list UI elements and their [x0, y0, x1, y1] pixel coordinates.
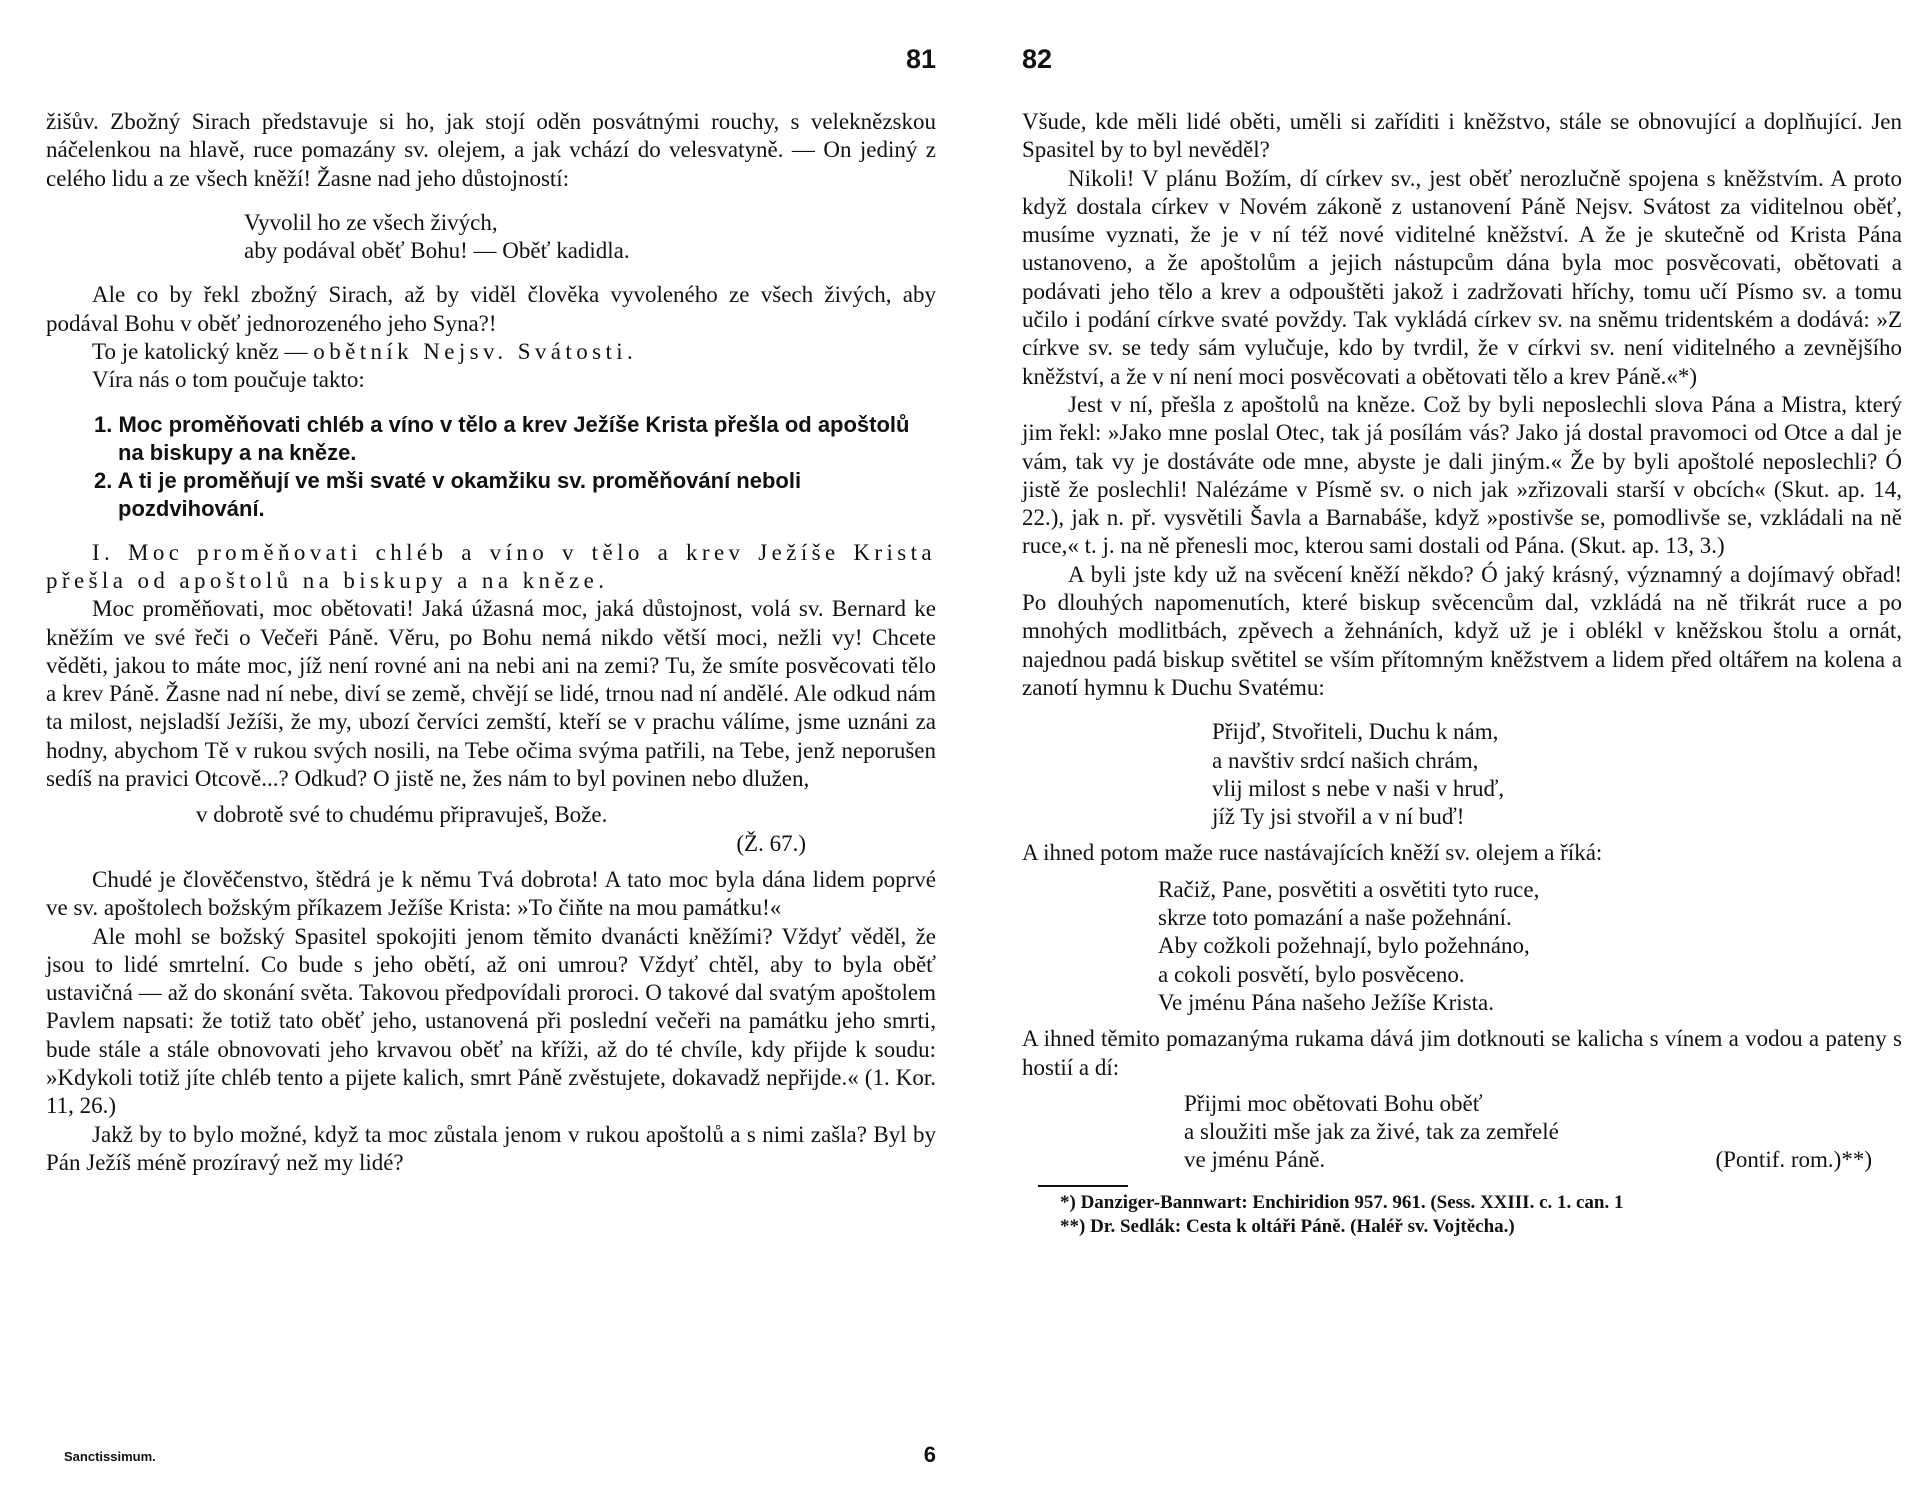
- verse-line: vlij milost s nebe v naši v hruď,: [1212, 775, 1505, 801]
- doctrine-list: [46, 411, 936, 523]
- left-page: [46, 0, 936, 1500]
- verse-line: Vyvolil ho ze všech živých,: [244, 209, 498, 235]
- paragraph: Nikoli! V plánu Božím, dí církev sv., jest oběť nerozlučně spojena s kněžstvím. A proto když dostala církev v Novém zákoně z ustanovení Páně Nejsv. Svátost za viditelnou oběť, musíme vyznati, že je v ní též nové viditelné kněžství. A že je skutečně od Krista Pána ustanoveno, a že apoštolům a jejich nástupcům dána byla moc posvěcovati, obětovati a podávati jeho tělo a krev a odpouštěti jakož i zadržovati hříchy, tomu učí Písmo sv. a tomu učilo i podání církve svaté povždy. Tak vykládá církev sv. na sněmu tridentském a dodává: »Z církve sv. se tedy sám vylučuje, kdo by tvrdil, že v církvi sv. není viditelného a zevnějšího kněžství, a že v ní není moci posvěcovati a obětovati tělo a krev Páně.«*): [1022, 165, 1902, 389]
- verse-line: [1184, 1146, 1902, 1174]
- paragraph: A ihned potom maže ruce nastávajících kněží sv. olejem a říká:: [1022, 840, 1603, 866]
- footnote: *) Danziger-Bannwart: Enchiridion 957. 961. (Sess. XXIII. c. 1. can. 1: [1060, 1191, 1624, 1213]
- verse-line: a sloužiti mše jak za živé, tak za zemřelé: [1184, 1119, 1559, 1145]
- paragraph: [46, 338, 936, 366]
- paragraph: Ale mohl se božský Spasitel spokojiti jenom těmito dvanácti kněžími? Vždyť věděl, že jsou to lidé smrtelní. Co bude s jeho obětí, až oni umrou? Vždyť chtěl, aby to byla oběť ustavičná — až do skonání světa. Takovou předpovídali proroci. O takové dal svatým apoštolem Pavlem napsati: že totiž tato oběť jeho, ustanovená při poslední večeři na památku jeho smrti, bude stále a stále obnovovati jeho krvavou oběť na kříži, až do té chvíle, kdy přijde k soudu: »Kdykoli totiž jíte chléb tento a pijete kalich, smrt Páně zvěstujete, dokavadž nepřijde.« (1. Kor. 11, 26.): [46, 923, 936, 1119]
- verse-line: Aby cožkoli požehnají, bylo požehnáno,: [1158, 933, 1530, 959]
- paragraph: A ihned těmito pomazanýma rukama dává jim dotknouti se kalicha s vínem a vodou a pateny s hostií a dí:: [1022, 1026, 1902, 1080]
- verse-line: aby podával oběť Bohu! — Oběť kadidla.: [244, 238, 630, 264]
- list-item: 1. Moc proměňovati chléb a víno v tělo a krev Ježíše Krista přešla od apoštolů na biskupy a na kněze.: [94, 411, 910, 465]
- emphasis-text: obětník Nejsv. Svátosti.: [313, 339, 638, 365]
- source-reference: (Pontif. rom.)**): [1715, 1147, 1872, 1173]
- verse-line: jíž Ty jsi stvořil a v ní buď!: [1212, 804, 1465, 830]
- paragraph: žišův. Zbožný Sirach představuje si ho, jak stojí oděn posvátnými rouchy, s veleknězskou náčelenkou na hlavě, ruce pomazány sv. olejem, a jak vchází do velesvatyně. — On jediný z celého lidu a ze všech kněží! Žasne nad jeho důstojností:: [46, 109, 936, 191]
- verse-text: ve jménu Páně.: [1184, 1147, 1326, 1173]
- section-heading: I. Moc proměňovati chléb a víno v tělo a krev Ježíše Krista přešla od apoštolů na biskupy a na kněze.: [46, 539, 936, 593]
- footnotes: [1022, 1191, 1902, 1239]
- footnote: **) Dr. Sedlák: Cesta k oltáři Páně. (Haléř sv. Vojtěcha.): [1060, 1215, 1515, 1237]
- signature-mark: Sanctissimum.: [64, 1449, 156, 1464]
- paragraph: Jest v ní, přešla z apoštolů na kněze. Což by byli neposlechli slova Pána a Mistra, který jim řekl: »Jako mne poslal Otec, tak já posílám vás? Jako já dostal pravomoci od Otce a dal je vám, tak vy je dostáváte ode mne, abyste je dali jiným.« Že by byli apoštolé neposlechli? Ó jistě že poslechli! Nalézáme v Písmě sv. o nich jak »zřizovali starší v obcích« (Skut. ap. 14, 22.), jak n. př. vysvětili Šavla a Barnabáše, když »postivše se, pomodlivše se, vzkládali na ně ruce,« t. j. na ně přenesli moc, kterou sami dostali od Pána. (Skut. ap. 13, 3.): [1022, 391, 1902, 559]
- paragraph: Ale co by řekl zbožný Sirach, až by viděl člověka vyvoleného ze všech živých, aby podával Bohu v oběť jednorozeného jeho Syna?!: [46, 282, 936, 336]
- paragraph: Chudé je člověčenstvo, štědrá je k němu Tvá dobrota! A tato moc byla dána lidem poprvé ve sv. apoštolech božským příkazem Ježíše Krista: »To čiňte na mou památku!«: [46, 866, 936, 921]
- verse-line: skrze toto pomazání a naše požehnání.: [1158, 905, 1512, 931]
- paragraph: Všude, kde měli lidé oběti, uměli si zaříditi i kněžstvo, stále se obnovující a doplňující. Jen Spasitel by to byl nevěděl?: [1022, 109, 1902, 163]
- page-number: 81: [905, 44, 936, 74]
- verse-line: Račiž, Pane, posvětiti a osvětiti tyto ruce,: [1158, 876, 1540, 902]
- sheet-number: 6: [923, 1442, 936, 1467]
- paragraph: Jakž by to bylo možné, když ta moc zůstala jenom v rukou apoštolů a s nimi zašla? Byl by Pán Ježíš méně prozíravý než my lidé?: [46, 1121, 936, 1175]
- left-page-text: [46, 108, 936, 1177]
- verse-line: Přijmi moc obětovati Bohu oběť: [1184, 1090, 1483, 1116]
- paragraph-text: To je katolický kněz —: [92, 339, 314, 365]
- paragraph: A byli jste kdy už na svěcení kněží někdo? Ó jaký krásný, významný a dojímavý obřad! Po dlouhých napomenutích, které biskup svěcencům dal, vzkládá na ně třikrát ruce a po mnohých modlitbách, zpěvech a žehnáních, když už je i oblékl v kněžskou štolu a ornát, najednou padá biskup světitel se vším přítomným kněžstvem a lidem před oltářem na kolena a zanotí hymnu k Duchu Svatému:: [1022, 561, 1902, 700]
- ordination-verse: [1022, 1090, 1902, 1175]
- paragraph: Víra nás o tom poučuje takto:: [92, 367, 365, 393]
- right-page: [1022, 0, 1902, 1500]
- verse-line: Přijď, Stvořiteli, Duchu k nám,: [1212, 719, 1499, 745]
- paragraph: Moc proměňovati, moc obětovati! Jaká úžasná moc, jaká důstojnost, volá sv. Bernard ke kněžím ve své řeči o Večeři Páně. Věru, po Bohu nemá nikdo větší moci, nežli vy! Chcete věděti, jakou to máte moc, jíž není rovné ani na nebi ani na zemi? Tu, že smíte posvěcovati tělo a krev Páně. Žasne nad ní nebe, diví se země, chvějí se lidé, trnou nad ní andělé. Ale odkud nám ta milost, nejsladší Ježíši, že my, ubozí červíci zemští, kteří se v prachu válíme, jsme uznáni za hodny, abychom Tě v rukou svých nosili, na Tebe očima svýma patřili, na Tebe, jenž neporušen sedíš na pravici Otcově...? Odkud? O jistě ne, žes nám to byl povinen nebo dlužen,: [46, 596, 936, 792]
- prayer-verse: [1022, 876, 1902, 1017]
- verse-line: a cokoli posvětí, bylo posvěceno.: [1158, 961, 1465, 987]
- verse: [46, 209, 936, 266]
- page-number: 82: [1022, 44, 1053, 74]
- verse-line: Ve jménu Pána našeho Ježíše Krista.: [1158, 989, 1494, 1015]
- list-item: 2. A ti je proměňují ve mši svaté v okamžiku sv. proměňování neboli pozdvihování.: [94, 467, 802, 521]
- scripture-quote: v dobrotě své to chudému připravuješ, Bože.: [196, 802, 608, 828]
- verse-line: a navštiv srdcí našich chrám,: [1212, 747, 1479, 773]
- scripture-reference: (Ž. 67.): [736, 830, 806, 856]
- footnote-rule: [1038, 1185, 1128, 1187]
- hymn-verse: [1022, 718, 1902, 831]
- right-page-text: [1022, 108, 1902, 1239]
